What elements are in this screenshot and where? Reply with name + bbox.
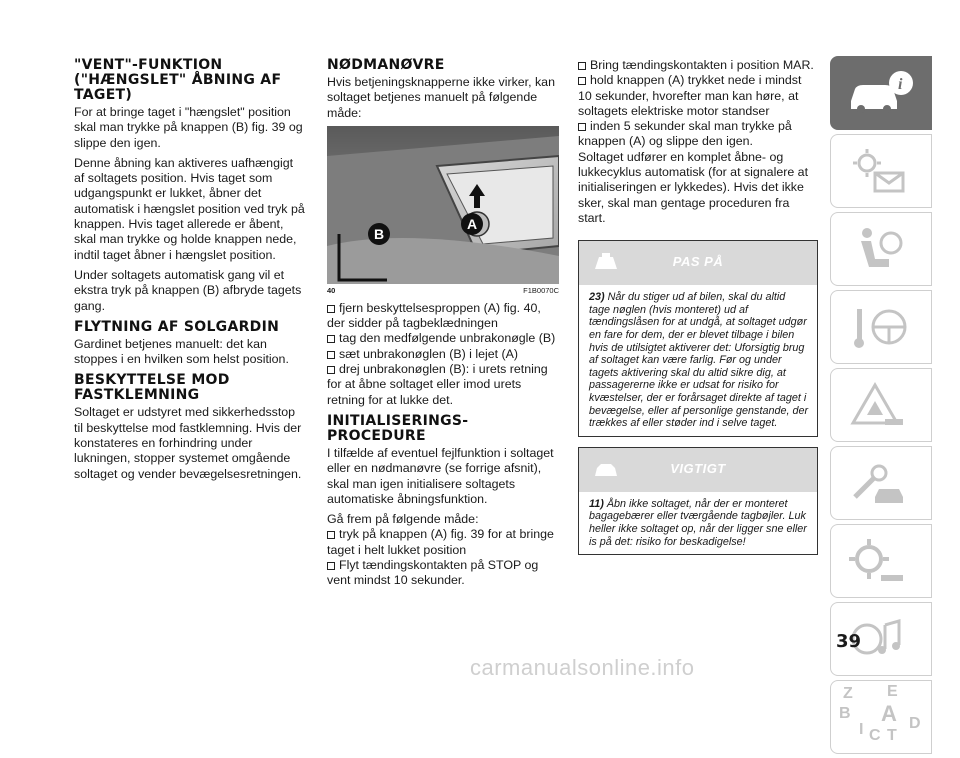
checkbox-bullet-icon xyxy=(327,351,335,359)
paragraph: For at bringe taget i "hængslet" position skal man trykke på knappen (B) fig. 39 og slippe den igen. xyxy=(74,105,303,150)
bullet-item: sæt unbrakonøglen (B) i lejet (A) xyxy=(327,347,559,362)
bullet-item: inden 5 sekunder skal man trykke på knappen (A) og slippe den igen. xyxy=(578,119,792,149)
airbag-seat-icon xyxy=(845,223,915,275)
tab-technical[interactable] xyxy=(830,524,932,598)
car-info-icon xyxy=(845,67,915,119)
tab-index[interactable] xyxy=(830,680,932,754)
important-box-title: VIGTIGT xyxy=(670,460,726,476)
checkbox-bullet-icon xyxy=(327,531,335,539)
figure-caption xyxy=(327,286,559,295)
column-right xyxy=(578,58,818,565)
technical-data-icon xyxy=(845,535,915,587)
important-box-text: 11) Åbn ikke soltaget, når der er monteret bagagebærer eller tværgående tagbøjler. Luk heller ikke soltaget op, når der ligger sne eller is på det: risiko for beskadigelse! xyxy=(589,497,807,548)
bullet-item: tag den medfølgende unbrakonøgle (B) xyxy=(327,331,559,346)
warning-triangle-icon xyxy=(845,379,915,431)
checkbox-bullet-icon xyxy=(327,305,335,313)
bullet-item: hold knappen (A) trykket nede i mindst 10 sekunder, hvorefter man kan høre, at soltagets elektriske motor standser xyxy=(578,73,802,118)
section-heading-nodmanovre: NØDMANØVRE xyxy=(327,57,445,73)
tab-emergency[interactable] xyxy=(830,368,932,442)
index-letters-icon: Z E B A I C T D xyxy=(839,683,921,744)
paragraph: Gardinet betjenes manuelt: det kan stoppes i en hvilken som helst position. xyxy=(74,336,289,367)
tab-safety[interactable] xyxy=(830,212,932,286)
paragraph: Soltaget udfører en komplet åbne- og lukkecyklus automatisk (for at signalere at initialiseringen er lykkedes). Hvis det ikke sker, skal man gentage proceduren fra start. xyxy=(578,149,809,225)
watermark: carmanualsonline.info xyxy=(470,655,695,680)
checkbox-bullet-icon xyxy=(578,123,586,131)
checkbox-bullet-icon xyxy=(327,335,335,343)
callout-a: A xyxy=(461,213,483,235)
warning-box-title: PAS PÅ xyxy=(672,254,724,270)
paragraph: I tilfælde af eventuel fejlfunktion i soltaget eller en nødmanøvre (se forrige afsnit), skal man igen initialisere soltagets automatiske åbningsfunktion. xyxy=(327,445,554,506)
chapter-tabs xyxy=(830,56,930,758)
section-heading-vent: "VENT"-FUNKTION ("HÆNGSLET" ÅBNING AF TAGET) xyxy=(74,57,282,103)
callout-b: B xyxy=(368,223,390,245)
section-heading-solgardin: FLYTNING AF SOLGARDIN xyxy=(74,318,280,335)
column-middle xyxy=(327,58,559,589)
section-heading-initialisering: INITIALISERINGS-PROCEDURE xyxy=(327,412,469,444)
wrench-car-icon xyxy=(845,457,915,509)
checkbox-bullet-icon xyxy=(327,366,335,374)
checkbox-bullet-icon xyxy=(578,62,586,70)
dashboard-lights-icon xyxy=(845,145,915,197)
sunroof-emergency-illustration xyxy=(327,126,559,284)
bullet-item: tryk på knappen (A) fig. 39 for at bringe taget i helt lukket position xyxy=(327,527,554,557)
key-steering-wheel-icon xyxy=(845,301,915,353)
tab-starting[interactable] xyxy=(830,290,932,364)
bullet-item: Flyt tændingskontakten på STOP og vent mindst 10 sekunder. xyxy=(327,558,539,588)
warning-box-text: 23) Når du stiger ud af bilen, skal du altid tage nøglen (hvis monteret) ud af tændingslåsen for at undgå, at soltaget udgør en fare for dem, der er blevet tilbage i bilen hvis de utilsigtet aktiverer det: Uforsigtig brug af soltaget kan være farlig. Før og under tagets aktivering skal du altid sikre dig, at passagererne ikke er udsat for risiko for kvæstelser, der er forårsaget direkte af taget i bevægelse, eller af personlige genstande, der trækkes af eller støder ind i selve taget. xyxy=(589,291,809,430)
important-box xyxy=(578,447,818,555)
bullet-item: fjern beskyttelsesproppen (A) fig. 40, der sidder på tagbeklædningen xyxy=(327,300,541,331)
checkbox-bullet-icon xyxy=(578,77,586,85)
svg-text:i: i xyxy=(898,76,903,93)
paragraph: Hvis betjeningsknapperne ikke virker, kan soltaget betjenes manuelt på følgende måde: xyxy=(327,75,555,120)
bullet-item: Bring tændingskontakten i position MAR. xyxy=(578,58,818,73)
bullet-item: drej unbrakonøglen (B): i urets retning for at åbne soltaget eller imod urets retning for at lukke det. xyxy=(327,362,548,407)
page-number: 39 xyxy=(836,631,862,652)
tab-dashboard[interactable] xyxy=(830,134,932,208)
paragraph: Under soltagets automatisk gang vil et ekstra tryk på knappen (B) afbryde tagets gang. xyxy=(74,267,302,313)
column-left xyxy=(74,58,306,487)
figure-code: F1B0070C xyxy=(523,285,559,295)
warning-box xyxy=(578,240,818,437)
important-box-header xyxy=(579,448,817,492)
section-heading-fastklemning: BESKYTTELSE MOD FASTKLEMNING xyxy=(74,372,230,404)
tab-car-info[interactable] xyxy=(830,56,932,130)
warning-box-header xyxy=(579,241,817,285)
figure-40-image xyxy=(327,126,559,284)
paragraph: Soltaget er udstyret med sikkerhedsstop til beskyttelse mod fastklemning. Hvis der konstateres en forhindring under lukningen, stopper systemet omgående soltaget og vender bevægelsesretningen. xyxy=(74,405,302,481)
tab-maintenance[interactable] xyxy=(830,446,932,520)
figure-number: 40 xyxy=(327,285,336,295)
checkbox-bullet-icon xyxy=(327,562,335,570)
paragraph: Gå frem på følgende måde: xyxy=(327,512,479,527)
paragraph: Denne åbning kan aktiveres uafhængigt af soltagets position. Hvis taget som udgangspunkt er lukket, åbner det automatisk i hængslet position ved tryk på knappen. Hvis taget allerede er åbent, skal man trykke og holde knappen nede, indtil taget åbner i hængslet position. xyxy=(74,155,305,262)
